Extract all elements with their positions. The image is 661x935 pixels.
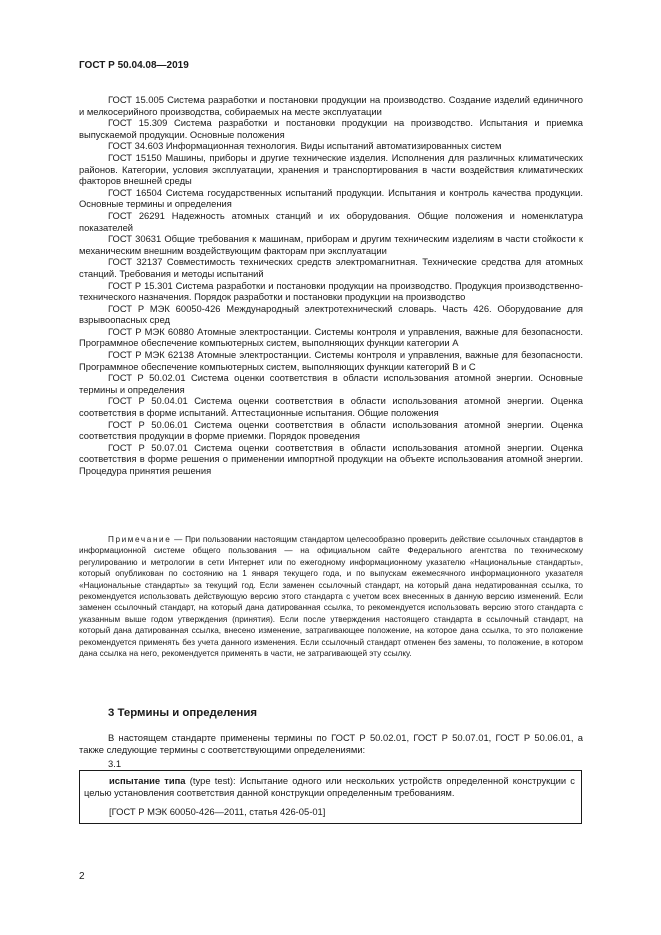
note-text: — При пользовании настоящим стандартом целесообразно проверить действие ссылочных стандартов в информационной системе общего пользования — на официальном сайте Федерального агентства по техническому регулированию и метрологии в сети Интернет или по ежегодному информационному указателю «Национальные стандарты», который опубликован по состоянию на 1 января текущего года, и по выпускам ежемесячного информационного указателя «Национальные стандарты» за текущий год. Если заменен ссылочный стандарт, на который дана недатированная ссылка, то рекомендуется использовать действующую версию этого стандарта с учетом всех внесенных в данную версию изменений. Если заменен ссылочный стандарт, на который дана датированная ссылка, то рекомендуется использовать версию этого стандарта с указанным выше годом утверждения (принятия). Если после утверждения настоящего стандарта в ссылочный стандарт, на который дана датированная ссылка, внесено изменение, затрагивающее положение, на которое дана ссылка, то это положение рекомендуется применять без учета данного изменения. Если ссылочный стандарт отменен без замены, то положение, в котором дана ссылка на него, рекомендуется применять в части, не затрагивающей эту ссылку.	[79, 535, 583, 659]
reference-item: ГОСТ Р 50.06.01 Система оценки соответствия в области использования атомной энергии. Оценка соответствия продукции в форме приемки. Порядок проведения	[79, 418, 583, 442]
reference-item: ГОСТ Р МЭК 60050-426 Международный электротехнический словарь. Часть 426. Оборудование для взрывоопасных сред	[79, 302, 583, 326]
document-header: ГОСТ Р 50.04.08—2019	[79, 60, 189, 71]
note-label: Примечание	[108, 535, 172, 544]
reference-item: ГОСТ 15150 Машины, приборы и другие технические изделия. Исполнения для различных климатических районов. Категории, условия эксплуатации, хранения и транспортирования в части воздействия климатических факторов внешней среды	[79, 151, 583, 187]
reference-item: ГОСТ Р 50.07.01 Система оценки соответствия в области использования атомной энергии. Оценка соответствия в форме решения о применении импортной продукции на объекте использования атомной энергии. Процедура принятия решения	[79, 441, 583, 476]
reference-item: ГОСТ Р МЭК 62138 Атомные электростанции. Системы контроля и управления, важные для безопасности. Программное обеспечение компьютерных систем, выполняющих функции категорий В и С	[79, 349, 583, 372]
term-english: (type test)	[185, 775, 234, 786]
reference-item: ГОСТ Р 50.04.01 Система оценки соответствия в области использования атомной энергии. Оценка соответствия в форме испытаний. Аттестационные испытания. Общие положения	[79, 395, 583, 419]
reference-item: ГОСТ 32137 Совместимость технических средств электромагнитная. Технические средства для атомных станций. Требования и методы испытаний	[79, 256, 583, 279]
normative-references-list	[79, 94, 583, 477]
reference-item: ГОСТ 26291 Надежность атомных станций и их оборудования. Общие положения и номенклатура показателей	[79, 209, 583, 233]
reference-item: ГОСТ 34.603 Информационная технология. Виды испытаний автоматизированных систем	[108, 140, 502, 152]
reference-item: ГОСТ Р МЭК 60880 Атомные электростанции. Системы контроля и управления, важные для безопасности. Программное обеспечение компьютерных систем, выполняющих функции категории А	[79, 325, 583, 349]
reference-item: ГОСТ 30631 Общие требования к машинам, приборам и другим техническим изделиям в части стойкости к механическим внешним воздействующим факторам при эксплуатации	[79, 233, 583, 256]
term-source: [ГОСТ Р МЭК 60050-426—2011, статья 426-05-01]	[109, 806, 326, 817]
term-number: 3.1	[108, 758, 122, 769]
section-title: 3 Термины и определения	[108, 707, 258, 719]
term-name: испытание типа	[109, 775, 186, 786]
reference-item: ГОСТ 15.005 Система разработки и постановки продукции на производство. Создание изделий единичного и мелкосерийного производства, собираемых на месте эксплуатации	[79, 94, 583, 117]
reference-item: ГОСТ 16504 Система государственных испытаний продукции. Испытания и контроль качества продукции. Основные термины и определения	[79, 186, 583, 210]
term-definition-box	[79, 770, 582, 824]
reference-item: ГОСТ 15.309 Система разработки и постановки продукции на производство. Испытания и приемка выпускаемой продукции. Основные положения	[79, 117, 583, 140]
references-note	[79, 534, 583, 659]
reference-item: ГОСТ Р 50.02.01 Система оценки соответствия в области использования атомной энергии. Основные термины и определения	[79, 372, 583, 395]
section-intro: В настоящем стандарте применены термины по ГОСТ Р 50.02.01, ГОСТ Р 50.07.01, ГОСТ Р 50.06.01, а также следующие термины с соответствующими определениями:	[79, 732, 583, 755]
page-number: 2	[79, 871, 85, 882]
reference-item: ГОСТ Р 15.301 Система разработки и постановки продукции на производство. Продукция производственно-технического назначения. Порядок разработки и постановки продукции на производство	[79, 279, 583, 303]
term-definition-text: : Испытание одного или нескольких устройств определенной конструкции с целью установления соответствия данной конструкции определенным требованиям.	[84, 775, 575, 798]
term-definition	[84, 775, 575, 798]
